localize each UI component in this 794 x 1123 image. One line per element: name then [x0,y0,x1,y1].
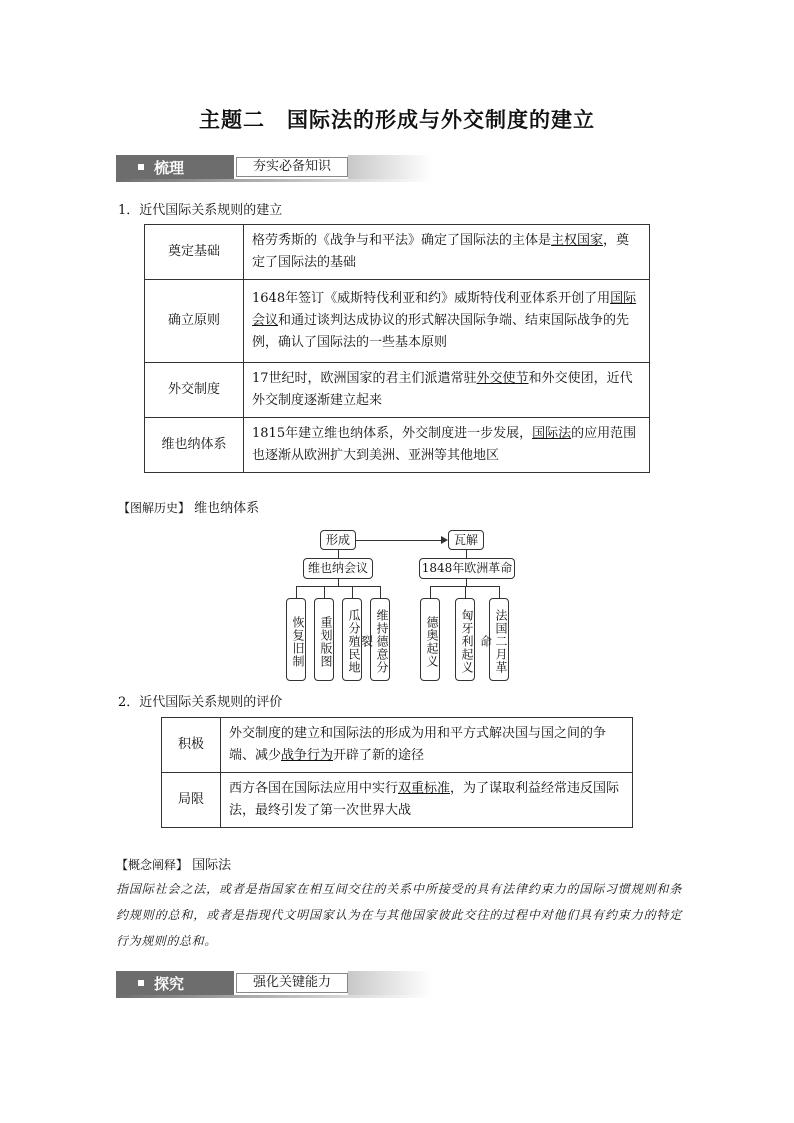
row-key: 维也纳体系 [145,418,244,473]
right-item: 法国二月革命 [489,598,509,681]
square-icon [138,980,144,986]
table-row [162,718,633,773]
concept-caption [116,854,231,873]
left-item: 维持德意分裂 [370,598,390,681]
row-key: 外交制度 [145,363,244,418]
left-item: 重划版图 [314,598,334,681]
section2-heading: 2．近代国际关系规则的评价 [118,695,283,710]
right-item: 德奥起义 [420,598,440,681]
row-key: 确立原则 [145,280,244,363]
section1-heading: 1．近代国际关系规则的建立 [118,203,283,218]
concept-definition: 指国际社会之法，或者是指国家在相互间交往的关系中所接受的具有法律约束力的国际习惯规则和条约规则的总和，或者是指现代文明国家认为在与其他国家彼此交往的过程中对他们具有约束力的特定行为规则的总和。 [116,882,682,948]
evaluation-table [161,717,633,828]
concept-term: 国际法 [192,858,232,873]
formation-node: 形成 [320,530,356,550]
row-value: 1815年建立维也纳体系，外交制度进一步发展，国际法的应用范围也逐渐从欧洲扩大到美洲、亚洲等其他地区 [244,418,650,473]
right-item: 匈牙利起义 [455,598,475,681]
collapse-node: 瓦解 [448,530,484,550]
diagram-tag: 【图解历史】 [118,501,191,515]
row-value: 17世纪时，欧洲国家的君主们派遣常驻外交使节和外交使团，近代外交制度逐渐建立起来 [244,363,650,418]
row-key: 积极 [162,718,221,773]
row-key: 局限 [162,773,221,828]
diagram-title: 维也纳体系 [194,501,260,516]
table-row [162,773,633,828]
row-value: 西方各国在国际法应用中实行双重标准，为了谋取利益经常违反国际法，最终引发了第一次世界大战 [221,773,633,828]
banner-subtitle: 强化关键能力 [236,973,348,993]
left-item: 瓜分殖民地 [342,598,362,681]
arrow-icon [441,536,448,544]
row-value: 1648年签订《威斯特伐利亚和约》威斯特伐利亚体系开创了用国际会议和通过谈判达成协议的形式解决国际争端、结束国际战争的先例，确认了国际法的一些基本原则 [244,280,650,363]
banner-label: 探究 [154,975,185,993]
section-banner-explore [116,971,432,995]
left-item: 恢复旧制 [286,598,306,681]
row-value: 外交制度的建立和国际法的形成为用和平方式解决国与国之间的争端、减少战争行为开辟了新的途径 [221,718,633,773]
row-value: 格劳秀斯的《战争与和平法》确定了国际法的主体是主权国家，奠定了国际法的基础 [244,225,650,280]
banner-subtitle: 夯实必备知识 [236,157,348,177]
row-key: 奠定基础 [145,225,244,280]
concept-tag: 【概念阐释】 [116,858,189,872]
congress-node: 维也纳会议 [303,558,373,579]
page-title: 主题二 国际法的形成与外交制度的建立 [199,108,595,132]
banner-label: 梳理 [154,159,185,177]
revolution-node: 1848年欧洲革命 [419,558,515,579]
